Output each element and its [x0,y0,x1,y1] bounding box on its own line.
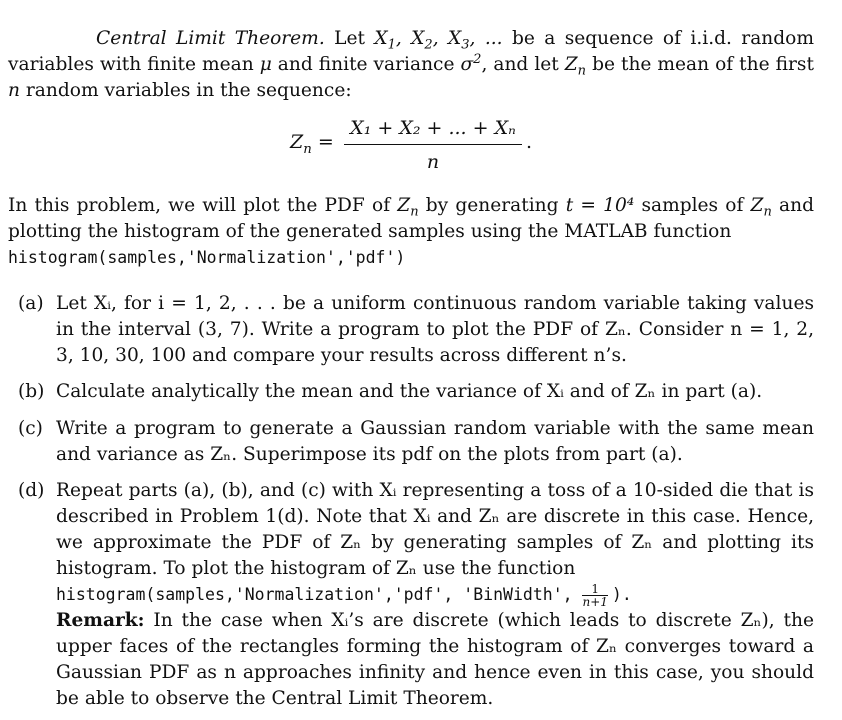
n-symbol: n [8,80,20,101]
remark-text: In the case when Xᵢ’s are discrete (which leads to discrete Zₙ), the upper faces of the rectangles forming the histogram of Zₙ converges toward a Gaussian PDF as n approaches infinity and hence even in this case, you should be able to observe the Central Limit Theorem. [56,610,814,709]
fraction-bar [344,144,522,145]
item-c [8,416,814,468]
matlab-code: histogram(samples,'Normalization','pdf', 'BinWidth', [56,585,573,604]
equation-numerator: X₁ + X₂ + ... + Xₙ [350,117,516,139]
binwidth-fraction: $\frac{1}{n+1}$ [582,581,608,609]
equation-denominator: n [426,151,440,173]
theorem-name: Central Limit Theorem. [96,28,325,49]
zn-symbol: $Z_n$ [750,195,772,220]
problem-text-4: and plotting the histogram of the generated samples using the MATLAB function [8,195,814,242]
intro-text-4: , and let [481,54,559,75]
problem-text-2: by generating [425,195,559,216]
variance-symbol: $\sigma^2$ [460,51,482,75]
intro-text-1: Let [334,28,365,49]
item-label: (c) [18,418,43,439]
equation-period: . [526,131,533,153]
remark-label: Remark: [56,610,145,631]
item-text: Let Xᵢ, for i = 1, 2, . . . be a uniform continuous random variable taking values in the interval (3, 7). Write a program to plot the PDF of Zₙ. Consider n = 1, 2, 3, 10, 30, 100 and compare your results across different n’s. [56,293,814,366]
zn-symbol: $Z_n$ [397,195,419,220]
item-label: (b) [18,381,45,402]
item-b [8,379,814,405]
mean-symbol: μ [259,54,272,75]
equation-fraction [344,114,522,175]
problem-text-3: samples of [641,195,744,216]
item-text: Repeat parts (a), (b), and (c) with Xᵢ representing a toss of a 10-sided die that is described in Problem 1(d). Note that Xᵢ and Zₙ are discrete in this case. Hence, we approximate the PDF of Zₙ by generating samples of Zₙ and plotting its histogram. To plot the histogram of Zₙ use the function [56,480,814,579]
zn-symbol: $Z_n$ [564,54,587,79]
equation-lhs: $Z_n$ = [290,131,334,157]
problem-paragraph [8,193,814,271]
code-end: ). [611,585,632,604]
problem-text-1: In this problem, we will plot the PDF of [8,195,391,216]
matlab-code: histogram(samples,'Normalization','pdf') [8,248,406,267]
mean-equation [290,114,550,176]
item-text: Calculate analytically the mean and the variance of Xᵢ and of Zₙ in part (a). [56,381,763,402]
item-a [8,291,814,369]
intro-text-3: and finite variance [277,54,455,75]
samples-expression: t = 10⁴ [565,195,635,216]
sequence-symbols: $X_1$, $X_2$, $X_3$, ... [374,28,503,53]
item-body [56,478,814,712]
item-text: Write a program to generate a Gaussian random variable with the same mean and variance as Zₙ. Superimpose its pdf on the plots from part (a). [56,418,814,465]
intro-paragraph [8,26,814,104]
item-label: (d) [18,480,45,501]
item-label: (a) [18,293,44,314]
item-d [8,478,814,712]
intro-text-6: random variables in the sequence: [25,80,352,101]
intro-text-5: be the mean of the first [592,54,814,75]
intro-text-2: be a sequence of i.i.d. random variables with finite mean [8,28,814,75]
